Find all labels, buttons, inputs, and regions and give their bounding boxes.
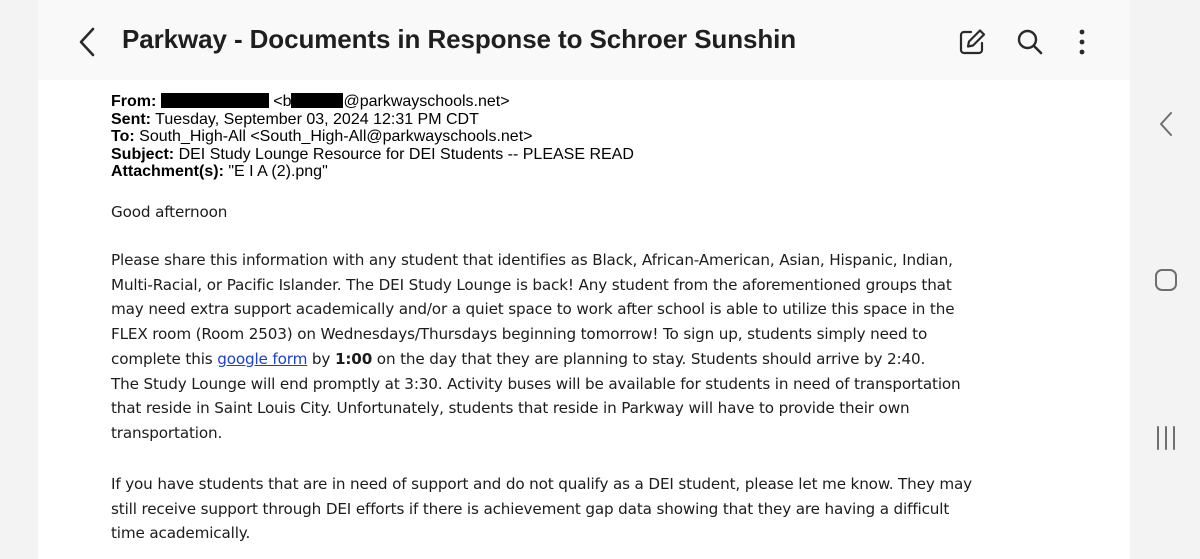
- chevron-left-icon: [77, 26, 97, 58]
- text-line: may need extra support academically and/or a quiet space to work after school is able to utilize this space in the: [111, 300, 955, 319]
- sent-value: Tuesday, September 03, 2024 12:31 PM CDT: [155, 110, 479, 128]
- text-line: [111, 347, 961, 372]
- sent-line: [111, 111, 634, 129]
- google-form-link[interactable]: google form: [217, 349, 308, 368]
- more-options-button[interactable]: [1064, 24, 1100, 60]
- from-domain: @parkwayschools.net>: [343, 93, 510, 110]
- nav-home-icon: [1154, 268, 1178, 292]
- greeting: Good afternoon: [111, 203, 228, 221]
- text-line: Please share this information with any student that identifies as Black, African-American, Asian, Hispanic, Indian,: [111, 251, 953, 269]
- text-line: still receive support through DEI efforts if there is achievement gap data showing that they are having a difficult: [111, 499, 950, 518]
- text-line: If you have students that are in need of support and do not qualify as a DEI student, please let me know. They may: [111, 475, 973, 493]
- subject-label: Subject:: [111, 145, 175, 163]
- nav-recents-button[interactable]: [1150, 422, 1182, 454]
- text-line: transportation.: [111, 423, 223, 442]
- to-line: [111, 128, 634, 146]
- nav-home-button[interactable]: [1150, 264, 1182, 296]
- text-segment: on the day that they are planning to stay. Students should arrive by 2:40.: [372, 349, 926, 368]
- text-line: that reside in Saint Louis City. Unfortunately, students that reside in Parkway will have to provide their own: [111, 399, 910, 418]
- to-value: South_High-All <South_High-All@parkwayschools.net>: [139, 128, 533, 145]
- attachment-label: Attachment(s):: [111, 163, 224, 180]
- from-line: [111, 93, 634, 111]
- redaction-bar: [291, 93, 343, 108]
- back-button[interactable]: [70, 22, 104, 62]
- sent-label: Sent:: [111, 110, 151, 128]
- text-segment: by: [307, 349, 335, 368]
- text-line: FLEX room (Room 2503) on Wednesdays/Thursdays beginning tomorrow! To sign up, students simply need to: [111, 325, 928, 344]
- edit-pencil-icon: [957, 27, 987, 57]
- text-line: Multi-Racial, or Pacific Islander. The DEI Study Lounge is back! Any student from the aforementioned groups that: [111, 275, 952, 294]
- text-segment: complete this: [111, 349, 218, 368]
- page-title: Parkway - Documents in Response to Schroer Sunshin: [122, 24, 797, 54]
- text-line: time academically.: [111, 524, 251, 543]
- edit-button[interactable]: [954, 24, 990, 60]
- nav-back-icon: [1158, 111, 1174, 137]
- from-open: <b: [273, 93, 292, 110]
- from-label: From:: [111, 93, 157, 110]
- deadline-time: 1:00: [334, 349, 373, 368]
- redaction-bar: [161, 93, 269, 108]
- attachment-line: [111, 163, 634, 181]
- text-line: The Study Lounge will end promptly at 3:30. Activity buses will be available for students in need of transportation: [111, 374, 961, 393]
- nav-recents-icon: [1154, 425, 1178, 451]
- email-header: [111, 93, 634, 181]
- to-label: To:: [111, 128, 135, 145]
- attachment-value: "E I A (2).png": [228, 163, 328, 180]
- subject-line: [111, 146, 634, 164]
- search-button[interactable]: [1012, 24, 1048, 60]
- nav-back-button[interactable]: [1150, 108, 1182, 140]
- paragraph-2: [111, 472, 972, 546]
- more-vert-icon: [1077, 27, 1087, 57]
- subject-value: DEI Study Lounge Resource for DEI Students -- PLEASE READ: [178, 145, 634, 163]
- paragraph-1: [111, 248, 961, 446]
- search-icon: [1015, 27, 1045, 57]
